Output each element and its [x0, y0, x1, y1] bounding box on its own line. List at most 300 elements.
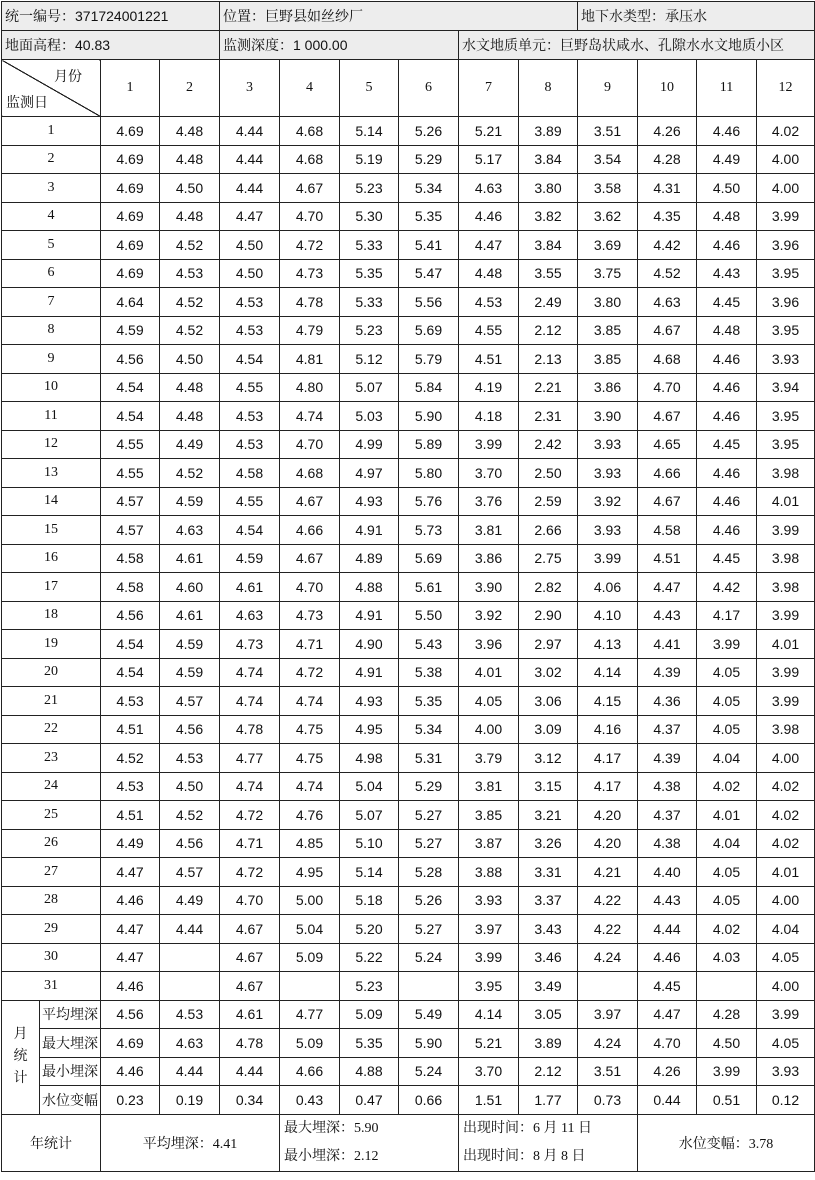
- yearly-max: 最大埋深：5.90: [284, 1120, 379, 1136]
- depth-cell: 4.53: [160, 744, 220, 773]
- depth-cell: 4.73: [280, 259, 340, 288]
- stat-cell: 0.44: [638, 1086, 697, 1115]
- depth-cell: 5.04: [280, 915, 340, 944]
- day-cell: 2: [2, 145, 101, 174]
- stat-cell: 5.90: [399, 1029, 459, 1058]
- depth-cell: 4.53: [160, 259, 220, 288]
- depth-cell: 4.60: [160, 573, 220, 602]
- month-header: 7: [459, 60, 519, 117]
- depth-cell: 4.00: [757, 886, 815, 915]
- table-row: [2, 174, 815, 203]
- depth-cell: 4.48: [160, 117, 220, 146]
- depth-cell: 4.91: [340, 516, 399, 545]
- depth-cell: 5.03: [340, 402, 399, 431]
- depth-cell: 5.26: [399, 886, 459, 915]
- depth-cell: 5.20: [340, 915, 399, 944]
- depth-cell: 4.49: [101, 829, 160, 858]
- depth-cell: 4.14: [578, 658, 638, 687]
- depth-cell: 4.50: [220, 231, 280, 260]
- depth-cell: 4.37: [638, 801, 697, 830]
- depth-cell: 4.43: [638, 886, 697, 915]
- depth-cell: 4.58: [638, 516, 697, 545]
- depth-cell: 3.70: [459, 459, 519, 488]
- depth-cell: 4.05: [697, 715, 757, 744]
- depth-cell: 4.53: [220, 288, 280, 317]
- day-cell: 15: [2, 516, 101, 545]
- depth-cell: 4.49: [160, 430, 220, 459]
- depth-cell: 5.35: [399, 202, 459, 231]
- table-row: [2, 459, 815, 488]
- day-cell: 19: [2, 630, 101, 659]
- yearly-average: 平均埋深：4.41: [101, 1114, 280, 1171]
- depth-cell: 4.48: [160, 145, 220, 174]
- depth-cell: 5.21: [459, 117, 519, 146]
- depth-cell: 3.89: [519, 117, 578, 146]
- monthly-stat-row: [2, 1029, 815, 1058]
- depth-cell: 4.51: [459, 345, 519, 374]
- day-cell: 17: [2, 573, 101, 602]
- depth-cell: 3.99: [459, 943, 519, 972]
- depth-cell: 4.13: [578, 630, 638, 659]
- month-header: 2: [160, 60, 220, 117]
- depth-cell: 4.05: [459, 687, 519, 716]
- depth-cell: 4.45: [638, 972, 697, 1001]
- depth-cell: 5.18: [340, 886, 399, 915]
- depth-cell: 4.31: [638, 174, 697, 203]
- stat-cell: 4.05: [757, 1029, 815, 1058]
- stat-cell: 5.09: [280, 1029, 340, 1058]
- depth-cell: 4.52: [101, 744, 160, 773]
- depth-cell: 3.95: [459, 972, 519, 1001]
- stat-cell: 4.66: [280, 1057, 340, 1086]
- stat-cell: 4.70: [638, 1029, 697, 1058]
- stat-cell: 4.14: [459, 1000, 519, 1029]
- table-row: [2, 288, 815, 317]
- table-row: [2, 544, 815, 573]
- depth-cell: [399, 972, 459, 1001]
- depth-cell: 5.29: [399, 145, 459, 174]
- depth-cell: 4.46: [459, 202, 519, 231]
- depth-cell: 4.01: [459, 658, 519, 687]
- yearly-extremes: [280, 1114, 459, 1171]
- depth-cell: 4.53: [101, 772, 160, 801]
- depth-cell: 4.53: [220, 316, 280, 345]
- day-cell: 4: [2, 202, 101, 231]
- depth-cell: 4.43: [697, 259, 757, 288]
- depth-cell: 4.57: [101, 516, 160, 545]
- depth-cell: 5.35: [340, 259, 399, 288]
- table-row: [2, 915, 815, 944]
- depth-cell: 4.56: [101, 345, 160, 374]
- month-header: 8: [519, 60, 578, 117]
- stat-cell: 4.61: [220, 1000, 280, 1029]
- depth-cell: 4.44: [220, 174, 280, 203]
- month-header: 6: [399, 60, 459, 117]
- monthly-stat-row: [2, 1000, 815, 1029]
- depth-cell: 5.17: [459, 145, 519, 174]
- month-header: 12: [757, 60, 815, 117]
- depth-cell: 4.48: [459, 259, 519, 288]
- depth-cell: 4.20: [578, 829, 638, 858]
- depth-cell: 4.46: [638, 943, 697, 972]
- depth-cell: 4.01: [757, 630, 815, 659]
- depth-cell: 3.97: [459, 915, 519, 944]
- depth-cell: 4.63: [459, 174, 519, 203]
- depth-cell: 4.74: [220, 772, 280, 801]
- depth-cell: 4.70: [638, 373, 697, 402]
- depth-cell: 4.21: [578, 858, 638, 887]
- depth-cell: 4.52: [638, 259, 697, 288]
- depth-cell: 3.94: [757, 373, 815, 402]
- depth-cell: 5.12: [340, 345, 399, 374]
- depth-cell: 5.47: [399, 259, 459, 288]
- stat-cell: 0.43: [280, 1086, 340, 1115]
- stat-cell: 4.24: [578, 1029, 638, 1058]
- depth-cell: 4.71: [280, 630, 340, 659]
- depth-cell: 4.51: [101, 715, 160, 744]
- month-header: 5: [340, 60, 399, 117]
- depth-cell: 4.53: [220, 402, 280, 431]
- table-row: [2, 316, 815, 345]
- depth-cell: 4.98: [340, 744, 399, 773]
- stat-cell: 5.49: [399, 1000, 459, 1029]
- depth-cell: 3.99: [757, 687, 815, 716]
- depth-cell: 4.59: [160, 658, 220, 687]
- table-row: [2, 687, 815, 716]
- depth-cell: 4.00: [757, 744, 815, 773]
- depth-cell: 4.51: [101, 801, 160, 830]
- depth-cell: 4.58: [101, 544, 160, 573]
- depth-cell: 3.12: [519, 744, 578, 773]
- stat-cell: 4.77: [280, 1000, 340, 1029]
- stat-cell: 0.19: [160, 1086, 220, 1115]
- depth-cell: [280, 972, 340, 1001]
- depth-cell: 4.58: [220, 459, 280, 488]
- table-row: [2, 601, 815, 630]
- depth-cell: 5.33: [340, 231, 399, 260]
- depth-cell: 4.67: [220, 972, 280, 1001]
- stat-cell: 0.47: [340, 1086, 399, 1115]
- day-cell: 3: [2, 174, 101, 203]
- stat-label: 平均埋深: [40, 1000, 101, 1029]
- depth-cell: 3.95: [757, 402, 815, 431]
- depth-cell: 4.36: [638, 687, 697, 716]
- depth-cell: 4.89: [340, 544, 399, 573]
- depth-cell: 3.82: [519, 202, 578, 231]
- depth-cell: 4.67: [280, 487, 340, 516]
- stat-cell: 3.70: [459, 1057, 519, 1086]
- depth-cell: 4.55: [101, 459, 160, 488]
- stat-cell: 0.12: [757, 1086, 815, 1115]
- depth-cell: 5.22: [340, 943, 399, 972]
- depth-cell: 5.19: [340, 145, 399, 174]
- depth-cell: 3.96: [459, 630, 519, 659]
- depth-cell: 4.46: [697, 373, 757, 402]
- depth-cell: 3.84: [519, 231, 578, 260]
- depth-cell: 4.90: [340, 630, 399, 659]
- depth-cell: 5.41: [399, 231, 459, 260]
- depth-cell: 4.93: [340, 487, 399, 516]
- depth-cell: 4.50: [160, 345, 220, 374]
- depth-cell: 3.09: [519, 715, 578, 744]
- depth-cell: 4.53: [101, 687, 160, 716]
- stat-cell: 1.51: [459, 1086, 519, 1115]
- depth-cell: 5.89: [399, 430, 459, 459]
- depth-cell: 3.26: [519, 829, 578, 858]
- depth-cell: 4.66: [638, 459, 697, 488]
- depth-cell: 4.44: [160, 915, 220, 944]
- depth-cell: 4.74: [220, 658, 280, 687]
- depth-cell: 5.14: [340, 117, 399, 146]
- depth-cell: 3.96: [757, 288, 815, 317]
- depth-cell: 2.49: [519, 288, 578, 317]
- depth-cell: 4.15: [578, 687, 638, 716]
- stat-cell: 4.53: [160, 1000, 220, 1029]
- depth-cell: 4.48: [160, 402, 220, 431]
- stat-cell: 3.51: [578, 1057, 638, 1086]
- depth-cell: 3.99: [757, 202, 815, 231]
- depth-cell: 5.69: [399, 544, 459, 573]
- table-row: [2, 145, 815, 174]
- table-row: [2, 430, 815, 459]
- depth-cell: 4.59: [160, 630, 220, 659]
- depth-cell: 5.10: [340, 829, 399, 858]
- day-cell: 26: [2, 829, 101, 858]
- depth-cell: 4.69: [101, 117, 160, 146]
- table-row: [2, 943, 815, 972]
- depth-cell: 2.90: [519, 601, 578, 630]
- depth-cell: 4.69: [101, 202, 160, 231]
- table-row: [2, 630, 815, 659]
- day-cell: 13: [2, 459, 101, 488]
- depth-cell: 4.88: [340, 573, 399, 602]
- table-row: [2, 858, 815, 887]
- stat-cell: 3.99: [697, 1057, 757, 1086]
- depth-cell: 4.54: [101, 373, 160, 402]
- table-row: [2, 772, 815, 801]
- depth-cell: 4.50: [160, 174, 220, 203]
- depth-cell: 4.72: [220, 858, 280, 887]
- depth-cell: 5.50: [399, 601, 459, 630]
- depth-cell: 4.52: [160, 231, 220, 260]
- depth-cell: 3.86: [459, 544, 519, 573]
- depth-cell: 4.01: [757, 858, 815, 887]
- depth-cell: 3.06: [519, 687, 578, 716]
- month-header: 4: [280, 60, 340, 117]
- table-row: [2, 402, 815, 431]
- depth-cell: 4.49: [160, 886, 220, 915]
- depth-cell: 2.13: [519, 345, 578, 374]
- depth-cell: 2.75: [519, 544, 578, 573]
- depth-cell: 4.52: [160, 288, 220, 317]
- table-row: [2, 972, 815, 1001]
- depth-cell: 4.19: [459, 373, 519, 402]
- depth-cell: 4.74: [280, 687, 340, 716]
- depth-cell: 4.47: [638, 573, 697, 602]
- depth-cell: 4.00: [757, 972, 815, 1001]
- depth-cell: 4.17: [578, 772, 638, 801]
- depth-cell: 4.46: [101, 972, 160, 1001]
- depth-cell: 4.44: [220, 117, 280, 146]
- monthly-stat-group-label: 月 统 计: [2, 1000, 40, 1114]
- table-row: [2, 715, 815, 744]
- depth-cell: 4.02: [757, 801, 815, 830]
- depth-cell: 4.17: [697, 601, 757, 630]
- depth-cell: 3.95: [757, 430, 815, 459]
- day-cell: 29: [2, 915, 101, 944]
- stat-cell: 0.51: [697, 1086, 757, 1115]
- depth-cell: 5.34: [399, 174, 459, 203]
- depth-cell: 2.12: [519, 316, 578, 345]
- depth-cell: 5.23: [340, 316, 399, 345]
- depth-cell: 4.37: [638, 715, 697, 744]
- depth-cell: 4.59: [220, 544, 280, 573]
- table-row: [2, 259, 815, 288]
- day-axis-label: 监测日: [6, 96, 48, 111]
- depth-cell: 4.66: [280, 516, 340, 545]
- station-location: 位置：巨野县如丝纱厂: [220, 2, 578, 31]
- depth-cell: 4.77: [220, 744, 280, 773]
- table-row: [2, 744, 815, 773]
- depth-cell: 2.66: [519, 516, 578, 545]
- stat-cell: 4.56: [101, 1000, 160, 1029]
- depth-cell: 3.99: [697, 630, 757, 659]
- depth-cell: 3.99: [578, 544, 638, 573]
- depth-cell: 4.71: [220, 829, 280, 858]
- stat-cell: 4.46: [101, 1057, 160, 1086]
- corner-header: [2, 60, 101, 117]
- depth-cell: 4.53: [459, 288, 519, 317]
- stat-cell: 4.47: [638, 1000, 697, 1029]
- depth-cell: 4.41: [638, 630, 697, 659]
- depth-cell: 5.79: [399, 345, 459, 374]
- depth-cell: 4.52: [160, 801, 220, 830]
- depth-cell: 4.70: [220, 886, 280, 915]
- day-cell: 24: [2, 772, 101, 801]
- depth-cell: 2.42: [519, 430, 578, 459]
- depth-cell: 4.54: [101, 402, 160, 431]
- depth-cell: 4.46: [697, 516, 757, 545]
- depth-cell: 4.22: [578, 886, 638, 915]
- stat-cell: 0.66: [399, 1086, 459, 1115]
- stat-cell: 0.34: [220, 1086, 280, 1115]
- hydro-geologic-unit: 水文地质单元：巨野岛状咸水、孔隙水水文地质小区: [459, 31, 815, 60]
- depth-cell: 3.81: [459, 516, 519, 545]
- day-cell: 11: [2, 402, 101, 431]
- depth-cell: 4.57: [160, 858, 220, 887]
- stat-cell: 4.63: [160, 1029, 220, 1058]
- yearly-min: 最小埋深：2.12: [284, 1148, 379, 1164]
- depth-cell: 3.46: [519, 943, 578, 972]
- depth-cell: 3.87: [459, 829, 519, 858]
- stat-cell: 1.77: [519, 1086, 578, 1115]
- depth-cell: 4.48: [697, 316, 757, 345]
- depth-cell: 4.46: [697, 345, 757, 374]
- month-header: 1: [101, 60, 160, 117]
- stat-cell: 5.09: [340, 1000, 399, 1029]
- depth-cell: 3.99: [757, 516, 815, 545]
- depth-cell: 4.48: [697, 202, 757, 231]
- depth-cell: 4.38: [638, 829, 697, 858]
- depth-cell: 5.14: [340, 858, 399, 887]
- month-header: 3: [220, 60, 280, 117]
- depth-cell: 3.92: [578, 487, 638, 516]
- depth-cell: 2.50: [519, 459, 578, 488]
- month-header: 11: [697, 60, 757, 117]
- yearly-max-time: 出现时间：6 月 11 日: [463, 1120, 592, 1136]
- depth-cell: 4.68: [638, 345, 697, 374]
- depth-cell: 2.31: [519, 402, 578, 431]
- depth-cell: 4.69: [101, 145, 160, 174]
- depth-cell: 3.02: [519, 658, 578, 687]
- depth-cell: 4.55: [220, 373, 280, 402]
- depth-cell: 5.24: [399, 943, 459, 972]
- depth-cell: 4.72: [220, 801, 280, 830]
- depth-cell: 4.63: [220, 601, 280, 630]
- depth-cell: 4.47: [459, 231, 519, 260]
- depth-cell: 5.43: [399, 630, 459, 659]
- stat-cell: 5.35: [340, 1029, 399, 1058]
- depth-cell: 5.23: [340, 972, 399, 1001]
- depth-cell: 5.61: [399, 573, 459, 602]
- depth-cell: 4.76: [280, 801, 340, 830]
- depth-cell: 4.73: [280, 601, 340, 630]
- depth-cell: 4.46: [101, 886, 160, 915]
- depth-cell: 4.05: [697, 658, 757, 687]
- day-cell: 1: [2, 117, 101, 146]
- depth-cell: 4.74: [280, 402, 340, 431]
- depth-cell: 5.35: [399, 687, 459, 716]
- depth-cell: 3.88: [459, 858, 519, 887]
- depth-cell: 5.38: [399, 658, 459, 687]
- depth-cell: 4.17: [578, 744, 638, 773]
- stat-label: 最小埋深: [40, 1057, 101, 1086]
- depth-cell: 4.26: [638, 117, 697, 146]
- depth-cell: 4.78: [280, 288, 340, 317]
- depth-cell: 5.26: [399, 117, 459, 146]
- depth-cell: 5.00: [280, 886, 340, 915]
- depth-cell: 4.46: [697, 231, 757, 260]
- depth-cell: 4.74: [280, 772, 340, 801]
- depth-cell: 3.86: [578, 373, 638, 402]
- yearly-range: 水位变幅：3.78: [638, 1114, 815, 1171]
- depth-cell: 4.97: [340, 459, 399, 488]
- depth-cell: 4.75: [280, 744, 340, 773]
- stat-cell: 4.26: [638, 1057, 697, 1086]
- table-row: [2, 886, 815, 915]
- depth-cell: 4.48: [160, 373, 220, 402]
- depth-cell: 5.31: [399, 744, 459, 773]
- groundwater-table: [1, 1, 815, 1172]
- depth-cell: 4.46: [697, 459, 757, 488]
- depth-cell: 4.40: [638, 858, 697, 887]
- depth-cell: 4.95: [340, 715, 399, 744]
- depth-cell: 4.50: [697, 174, 757, 203]
- depth-cell: 4.80: [280, 373, 340, 402]
- depth-cell: 4.51: [638, 544, 697, 573]
- depth-cell: 4.78: [220, 715, 280, 744]
- depth-cell: 2.82: [519, 573, 578, 602]
- monthly-stat-row: [2, 1057, 815, 1086]
- day-cell: 23: [2, 744, 101, 773]
- stat-cell: 4.44: [220, 1057, 280, 1086]
- depth-cell: 4.01: [697, 801, 757, 830]
- depth-cell: 4.47: [220, 202, 280, 231]
- depth-cell: 4.42: [638, 231, 697, 260]
- depth-cell: 3.99: [459, 430, 519, 459]
- depth-cell: 4.55: [459, 316, 519, 345]
- depth-cell: 4.05: [757, 943, 815, 972]
